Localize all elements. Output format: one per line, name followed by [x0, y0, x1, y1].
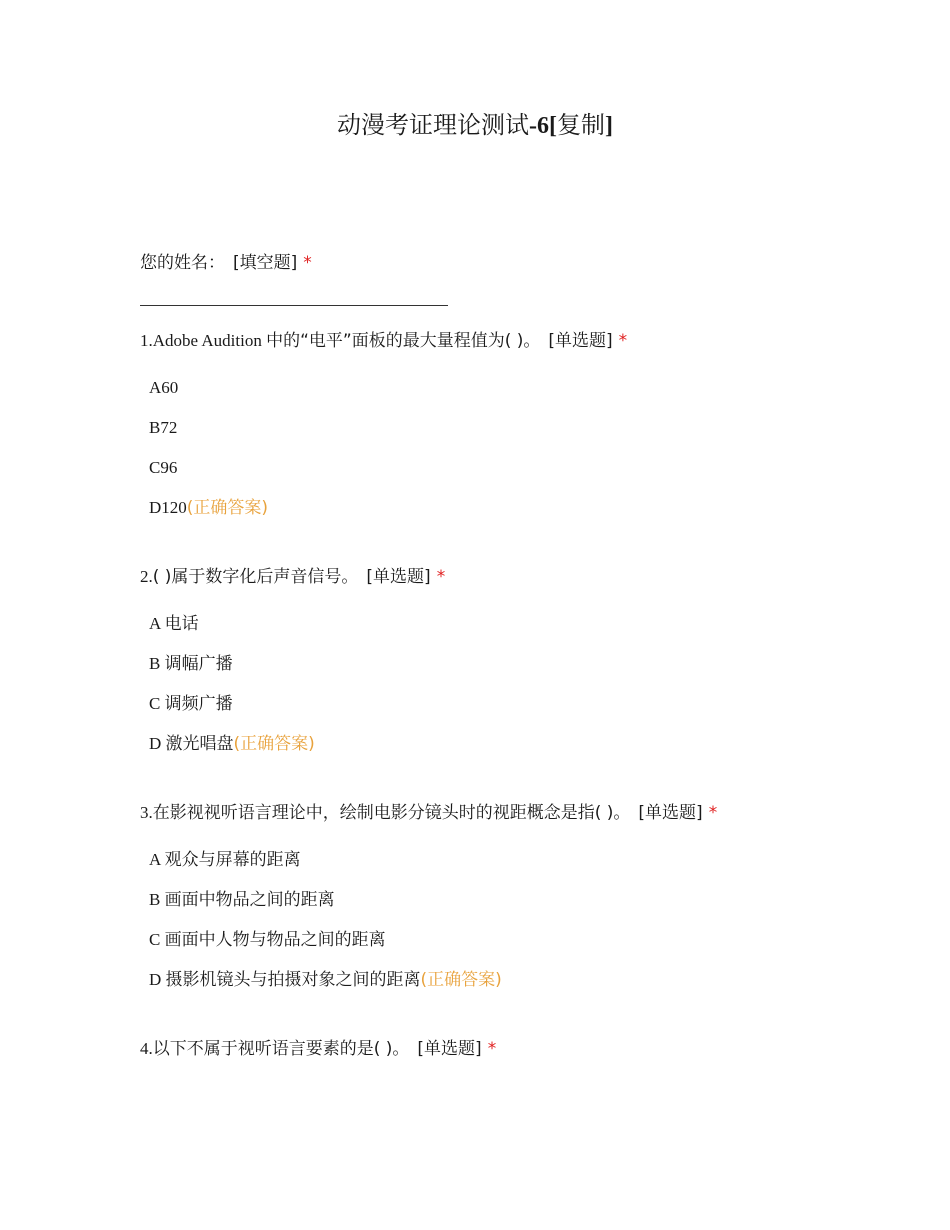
question-stem [140, 798, 840, 828]
question-text: 在影视视听语言理论中，绘制电影分镜头时的视距概念是指( )。 [152, 803, 631, 823]
option-a[interactable]: A60 [149, 378, 179, 397]
question-stem [140, 326, 840, 356]
question-stem [140, 1034, 840, 1064]
question-type-tag: [单选题] [638, 803, 703, 823]
correct-answer-mark: (正确答案) [186, 498, 269, 518]
title-copy: 复制 [556, 113, 605, 139]
option-c[interactable]: C96 [149, 458, 178, 477]
option-d[interactable]: D 摄影机镜头与拍摄对象之间的距离(正确答案) [149, 970, 502, 990]
option-list [149, 840, 840, 1000]
title-main: 动漫考证理论测试 [337, 113, 529, 139]
option-c[interactable]: C 调频广播 [149, 694, 233, 714]
option-b[interactable]: B 调幅广播 [149, 654, 233, 674]
name-input-line[interactable] [140, 305, 448, 306]
form-content [140, 248, 840, 1098]
question-type-tag: [单选题] [417, 1039, 482, 1059]
question-3 [140, 798, 840, 1000]
option-list [149, 604, 840, 764]
option-b[interactable]: B 画面中物品之间的距离 [149, 890, 335, 910]
correct-answer-mark: (正确答案) [420, 970, 502, 990]
option-c[interactable]: C 画面中人物与物品之间的距离 [149, 930, 386, 950]
question-type-tag: [单选题] [548, 331, 613, 351]
required-mark: * [436, 567, 446, 587]
question-2 [140, 562, 840, 764]
question-text: 以下不属于视听语言要素的是( )。 [152, 1039, 410, 1059]
name-question [140, 248, 840, 278]
name-type-tag: [填空题] [233, 253, 298, 273]
title-suffix: -6[ [529, 113, 557, 139]
question-1 [140, 326, 840, 528]
question-stem [140, 562, 840, 592]
name-label: 您的姓名： [140, 253, 225, 273]
option-d[interactable]: D 激光唱盘(正确答案) [149, 734, 315, 754]
question-text-latin: Adobe Audition [152, 331, 267, 350]
option-a[interactable]: A 电话 [149, 614, 199, 634]
question-type-tag: [单选题] [366, 567, 431, 587]
correct-answer-mark: (正确答案) [233, 734, 315, 754]
page-title [0, 110, 950, 142]
question-text: ( )属于数字化后声音信号。 [152, 567, 359, 587]
option-a[interactable]: A 观众与屏幕的距离 [149, 850, 301, 870]
option-d[interactable]: D120(正确答案) [149, 498, 269, 518]
question-number: 4. [140, 1039, 153, 1058]
question-number: 1. [140, 331, 153, 350]
question-4 [140, 1034, 840, 1064]
required-mark: * [303, 253, 312, 273]
question-number: 2. [140, 567, 153, 586]
title-close: ] [604, 113, 613, 139]
question-number: 3. [140, 803, 153, 822]
required-mark: * [487, 1039, 497, 1059]
question-text: 中的“电平”面板的最大量程值为( )。 [266, 331, 541, 351]
required-mark: * [618, 331, 628, 351]
option-list [149, 368, 840, 528]
option-b[interactable]: B72 [149, 418, 178, 437]
required-mark: * [708, 803, 718, 823]
